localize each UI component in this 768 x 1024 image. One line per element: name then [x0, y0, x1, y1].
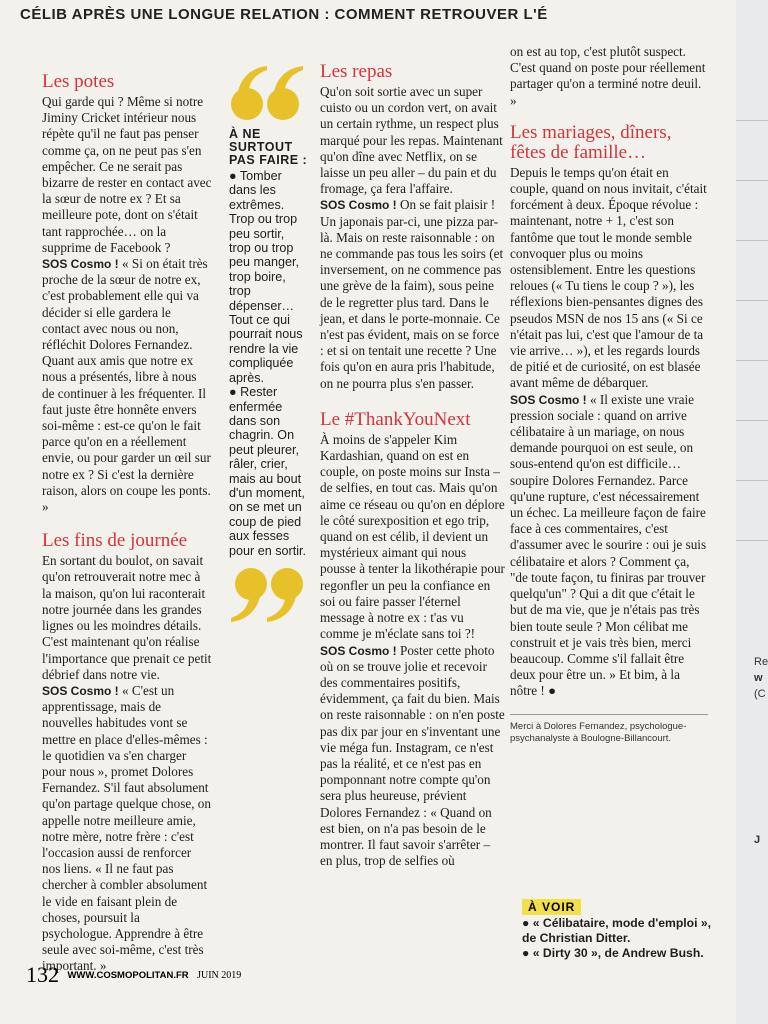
paragraph: SOS Cosmo ! « Si on était très proche de la sœur de notre ex, c'est probablement elle qui va décider si elle gardera le contact avec nous ou non, réfléchit Dolores Fernandez. Quant aux amis que notre ex nous a présentés, libre à nous de continuer à les fréquenter. Il faut juste être honnête envers soi-même : est-ce qu'on le fait parce qu'on en a réellement envie, ou pour garder un œil sur notre ex ? Si c'est la dernière raison, alors on coupe les ponts. »: [42, 256, 211, 515]
close-quote-icon: [229, 566, 305, 626]
next-page-fragment: Re: [754, 656, 768, 668]
paragraph: on est au top, c'est plutôt suspect. C'est quand on poste pour réellement partager qu'on a terminé notre deuil. »: [510, 44, 706, 108]
paragraph: Qu'on soit sortie avec un super cuisto ou un cordon vert, on avait un certain rythme, un respect plus marqué pour les repas. Maintenant qu'on dîne avec Netflix, on se laisse un peu aller – du pain et du fromage, ça fera l'affaire.: [320, 84, 503, 197]
paragraph: Qui garde qui ? Même si notre Jiminy Cricket intérieur nous répète qu'il ne faut pas penser comme ça, on ne peut pas s'en empêcher. Ce ne serait pas bizarre de rester en contact avec la sœur de notre ex ? Et sa meilleure pote, dont on s'était tant rapprochée… on la supprime de Facebook ?: [42, 94, 212, 255]
sos-cosmo-label: SOS Cosmo !: [320, 643, 397, 658]
column-4: [510, 44, 708, 745]
page-number: 132: [26, 962, 59, 987]
thanks-note: Merci à Dolores Fernandez, psychologue-psychanalyste à Boulogne-Billancourt.: [510, 714, 708, 745]
sidebar-column: [229, 62, 309, 626]
paragraph: SOS Cosmo ! Poster cette photo où on se trouve jolie et recevoir des commentaires positifs, évidemment, ça fait du bien. Mais on reste raisonnable : on n'en poste pas dix par jour en s'inventant une vie méga fun. Instagram, ce n'est pas la réalité, et ce n'est pas en pomponnant notre compte qu'on sera plus heureuse, prévient Dolores Fernandez : « Quand on est bien, on n'a pas besoin de le montrer. Il faut savoir s'arrêter – en plus, trop de selfies où: [320, 642, 505, 869]
next-page-fragment: (C: [754, 688, 766, 700]
sos-cosmo-label: SOS Cosmo !: [42, 683, 119, 698]
sidebar-list: [229, 169, 309, 558]
sos-cosmo-label: SOS Cosmo !: [42, 257, 119, 272]
a-voir-item: ● « Célibataire, mode d'emploi », de Christian Ditter.: [522, 916, 712, 945]
paragraph: SOS Cosmo ! « C'est un apprentissage, mais de nouvelles habitudes vont se mettre en place d'elles-mêmes : le quotidien va s'en charger pour nous », promet Dolores Fernandez. S'il faut absolument qu'on partage quelque chose, on appelle notre meilleure amie, notre mère, notre frère : c'est l'occasion aussi de renforcer nos liens. « Il ne faut pas chercher à combler absolument le vide en faisant plein de choses, poursuit la psychologue. Apprendre à être seule avec soi-même, c'est très important. »: [42, 682, 211, 974]
sidebar-item: ● Rester enfermée dans son chagrin. On peut pleurer, râler, crier, mais au bout d'un moment, on se met un coup de pied aux fesses pour en sortir.: [229, 385, 307, 558]
sidebar-item: ● Tomber dans les extrêmes. Trop ou trop peu sortir, trop ou trop peu manger, trop boire, trop dépenser… Tout ce qui pourrait nous rendre la vie compliquée après.: [229, 169, 303, 385]
sos-cosmo-label: SOS Cosmo !: [320, 198, 397, 213]
paragraph: En sortant du boulot, on savait qu'on retrouverait notre mec à la maison, qu'on lui raconterait notre journée dans les grandes lignes ou les moindres détails. C'est maintenant qu'on réalise l'importance que prenait ce petit débrief dans notre vie.: [42, 553, 212, 682]
open-quote-icon: [229, 62, 305, 122]
paragraph: À moins de s'appeler Kim Kardashian, quand on est en couple, on poste moins sur Insta – de selfies, en tout cas. Mais qu'on aime ce réseau ou qu'on en déplore le côté surexposition et ego trip, quand on est célib, il devient un mystérieux aimant qui nous pousse à tenter la likothérapie pour regonfler un peu la confiance en soi ou faire passer l'éternel message à notre ex : t'as vu comme je m'éclate sans toi ?!: [320, 431, 505, 642]
column-3: [320, 62, 505, 869]
running-title: CÉLIB APRÈS UNE LONGUE RELATION : COMMENT RETROUVER L'É: [20, 6, 548, 23]
issue-date: JUIN 2019: [197, 969, 242, 981]
website-url: WWW.COSMOPOLITAN.FR: [67, 969, 189, 981]
heading-les-repas: Les repas: [320, 61, 393, 82]
a-voir-label: À VOIR: [522, 899, 581, 915]
a-voir-item: ● « Dirty 30 », de Andrew Bush.: [522, 946, 704, 960]
heading-les-mariages: Les mariages, dîners, fêtes de famille…: [510, 121, 672, 163]
heading-les-potes: Les potes: [42, 71, 115, 92]
next-page-fragment: J: [754, 834, 761, 846]
next-page-edge: [736, 0, 768, 1024]
sidebar-heading: À NE SURTOUT PAS FAIRE :: [229, 127, 308, 167]
a-voir-box: [522, 898, 722, 961]
paragraph: SOS Cosmo ! On se fait plaisir ! Un japonais par-ci, une pizza par-là. Mais on reste raisonnable : on ne commande pas tous les soirs (et inversement, on ne commence pas une grève de la faim), sous peine de le regretter plus tard. Dans le jean, et dans le porte-monnaie. Ce n'est pas évident, mais on se force : et si on tentait une recette ? Une fois qu'on en aura pris l'habitude, on ne pourra plus s'en passer.: [320, 197, 504, 391]
page-footer: [26, 962, 241, 988]
paragraph: Depuis le temps qu'on était en couple, quand on nous invitait, c'était forcément à deux. Époque révolue : maintenant, notre + 1, c'est son fantôme que tout le monde semble convoquer plus ou moins ostensiblement. Entre les questions reloues (« Tu tiens le coup ? »), les réflexions bien-pensantes dignes des pseudos MSN de nos 15 ans (« Si ce n'était pas lui, c'est que l'amour de ta vie arrive… »), et les regards lourds de pitié et de curiosité, on est blasée avant même de débarquer.: [510, 164, 707, 391]
paragraph: SOS Cosmo ! « Il existe une vraie pression sociale : quand on arrive célibataire à un mariage, on nous demande pourquoi on est seule, on sous-entend qu'on est difficile… soupire Dolores Fernandez. Parce qu'une rupture, c'est nécessairement un échec. La meilleure façon de faire face à ces commentaires, c'est d'assumer avec le sourire : oui je suis célibataire et alors ? Comment ça, "de toute façon, tu finiras par trouver quelqu'un" ? Qui a dit que c'était le but de ma vie, que je n'étais pas très bien toute seule ? Mon célibat me construit et je vais très bien, merci beaucoup. Comme s'il fallait être deux pour être un. » Et bim, à la nôtre ! ●: [510, 391, 707, 699]
heading-fins-de-journee: Les fins de journée: [42, 530, 188, 552]
next-page-fragment: w: [754, 672, 763, 684]
column-1: [42, 72, 212, 975]
heading-thank-you-next: Le #ThankYouNext: [320, 408, 471, 430]
sos-cosmo-label: SOS Cosmo !: [510, 392, 587, 407]
